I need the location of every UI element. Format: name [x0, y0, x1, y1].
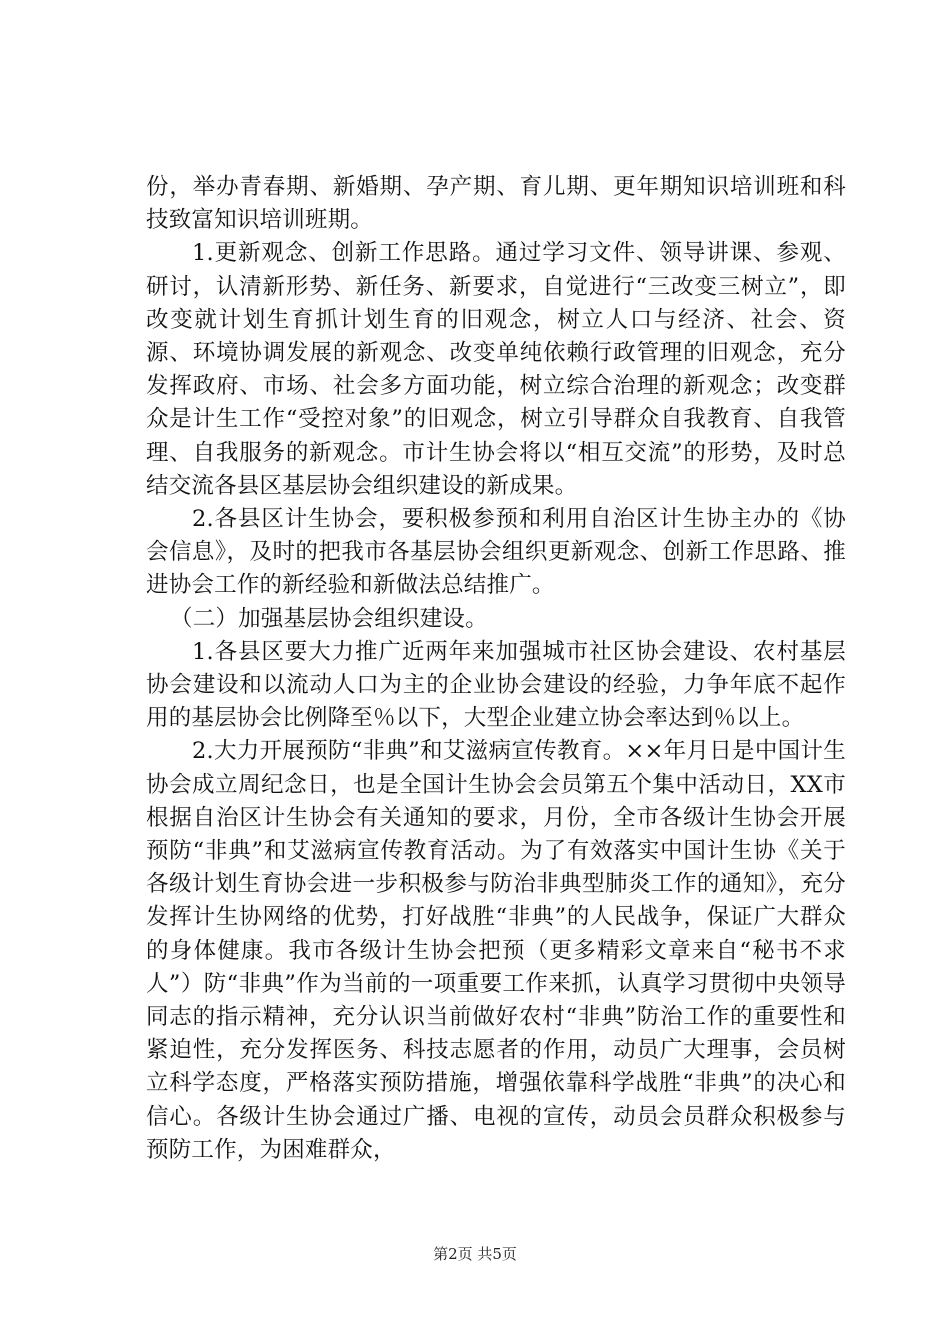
paragraph-update-concepts: 1.更新观念、创新工作思路。通过学习文件、领导讲课、参观、研讨，认清新形势、新任务、新要求，自觉进行“三改变三树立”，即改变就计划生育抓计划生育的旧观念，树立人口与经济、社会、资源、环境协调发展的新观念、改变单纯依赖行政管理的旧观念，充分发挥政府、市场、社会多方面功能，树立综合治理的新观念；改变群众是计生工作“受控对象”的旧观念，树立引导群众自我教育、自我管理、自我服务的新观念。市计生协会将以“相互交流”的形势，及时总结交流各县区基层协会组织建设的新成果。 [146, 240, 846, 499]
paragraph-continuation: 份，举办青春期、新婚期、孕产期、育儿期、更年期知识培训班和科技致富知识培训班期。 [146, 174, 846, 234]
paragraph-grassroots-building: 1.各县区要大力推广近两年来加强城市社区协会建设、农村基层协会建设和以流动人口为主的企业协会建设的经验，力争年底不起作用的基层协会比例降至％以下，大型企业建立协会率达到％以上。 [146, 638, 846, 732]
page-number-label: 第2页 共5页 [433, 1245, 517, 1263]
section-heading-grassroots: （二）加强基层协会组织建设。 [170, 605, 488, 632]
document-body [146, 171, 846, 1167]
page-footer [0, 1244, 950, 1264]
paragraph-sars-prevention: 2.大力开展预防“非典”和艾滋病宣传教育。××年月日是中国计生协会成立周纪念日，也是全国计生协会会员第五个集中活动日，XX市根据自治区计生协会有关通知的要求，月份，全市各级计生协会开展预防“非典”和艾滋病宣传教育活动。为了有效落实中国计生协《关于各级计划生育协会进一步积极参与防治非典型肺炎工作的通知》，充分发挥计生协网络的优势，打好战胜“非典”的人民战争，保证广大群众的身体健康。我市各级计生协会把预（更多精彩文章来自“秘书不求人”）防“非典”作为当前的一项重要工作来抓，认真学习贯彻中央领导同志的指示精神，充分认识当前做好农村“非典”防治工作的重要性和紧迫性，充分发挥医务、科技志愿者的作用，动员广大理事，会员树立科学态度，严格落实预防措施，增强依靠科学战胜“非典”的决心和信心。各级计生协会通过广播、电视的宣传，动员会员群众积极参与预防工作，为困难群众， [146, 738, 846, 1163]
paragraph-association-info: 2.各县区计生协会，要积极参预和利用自治区计生协主办的《协会信息》，及时的把我市各基层协会组织更新观念、创新工作思路、推进协会工作的新经验和新做法总结推广。 [146, 506, 846, 599]
